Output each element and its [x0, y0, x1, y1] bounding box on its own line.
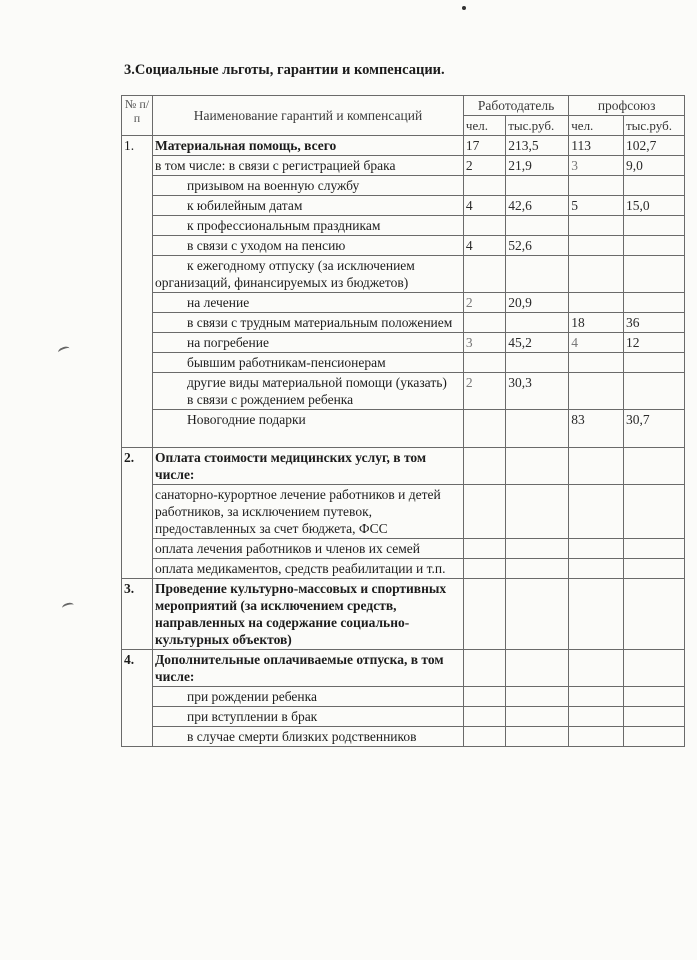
table-row	[122, 707, 685, 727]
union-people	[569, 707, 624, 727]
table-row	[122, 727, 685, 747]
union-people	[569, 539, 624, 559]
table-row	[122, 687, 685, 707]
scan-dot	[462, 6, 466, 10]
union-people	[569, 448, 624, 485]
table-row	[122, 176, 685, 196]
union-sum	[624, 579, 685, 650]
union-sum	[624, 293, 685, 313]
row-name	[152, 373, 463, 410]
union-people	[569, 727, 624, 747]
header-union-people: чел.	[569, 116, 624, 136]
row-name: Оплата стоимости медицинских услуг, в том числе:	[152, 448, 463, 485]
row-number: 1.	[122, 136, 153, 448]
table-header-row	[122, 96, 685, 116]
row-name: бывшим работникам-пенсионерам	[152, 353, 463, 373]
union-people	[569, 176, 624, 196]
union-sum: 12	[624, 333, 685, 353]
employer-people: 2	[463, 293, 505, 313]
table-row	[122, 216, 685, 236]
union-people: 4	[569, 333, 624, 353]
union-people	[569, 293, 624, 313]
header-employer: Работодатель	[463, 96, 568, 116]
employer-sum: 21,9	[506, 156, 569, 176]
row-number: 2.	[122, 448, 153, 579]
employer-sum	[506, 579, 569, 650]
union-people: 18	[569, 313, 624, 333]
employer-sum	[506, 485, 569, 539]
union-sum	[624, 650, 685, 687]
row-name: к юбилейным датам	[152, 196, 463, 216]
header-union-sum: тыс.руб.	[624, 116, 685, 136]
employer-sum: 42,6	[506, 196, 569, 216]
table-row	[122, 539, 685, 559]
employer-people	[463, 539, 505, 559]
union-people	[569, 650, 624, 687]
employer-sum	[506, 650, 569, 687]
union-sum	[624, 373, 685, 410]
table-row	[122, 579, 685, 650]
employer-people	[463, 448, 505, 485]
table-row	[122, 650, 685, 687]
row-name: в связи с уходом на пенсию	[152, 236, 463, 256]
table-row	[122, 353, 685, 373]
employer-people	[463, 176, 505, 196]
union-people	[569, 353, 624, 373]
union-sum	[624, 707, 685, 727]
scan-mark	[57, 345, 71, 356]
union-people	[569, 559, 624, 579]
table-row	[122, 373, 685, 410]
header-union: профсоюз	[569, 96, 685, 116]
union-people: 83	[569, 410, 624, 448]
employer-people: 4	[463, 236, 505, 256]
union-people: 5	[569, 196, 624, 216]
header-name: Наименование гарантий и компенсаций	[152, 96, 463, 136]
union-sum: 15,0	[624, 196, 685, 216]
employer-sum	[506, 410, 569, 448]
employer-sum	[506, 687, 569, 707]
union-people	[569, 236, 624, 256]
union-sum	[624, 559, 685, 579]
union-people	[569, 579, 624, 650]
row-name: в том числе: в связи с регистрацией брака	[152, 156, 463, 176]
employer-sum	[506, 216, 569, 236]
employer-people	[463, 485, 505, 539]
row-name: Проведение культурно-массовых и спортивных мероприятий (за исключением средств, направленных на содержание социально-культурных объектов)	[152, 579, 463, 650]
union-sum	[624, 727, 685, 747]
employer-sum: 20,9	[506, 293, 569, 313]
table-row	[122, 485, 685, 539]
union-sum: 36	[624, 313, 685, 333]
table-row	[122, 410, 685, 448]
union-sum	[624, 539, 685, 559]
row-name: при вступлении в брак	[152, 707, 463, 727]
union-sum	[624, 216, 685, 236]
employer-sum	[506, 559, 569, 579]
table-row	[122, 559, 685, 579]
row-name: Материальная помощь, всего	[152, 136, 463, 156]
union-sum: 102,7	[624, 136, 685, 156]
table-row	[122, 256, 685, 293]
row-name: при рождении ребенка	[152, 687, 463, 707]
table-row	[122, 448, 685, 485]
employer-sum	[506, 539, 569, 559]
row-name: на лечение	[152, 293, 463, 313]
employer-sum	[506, 448, 569, 485]
employer-people	[463, 707, 505, 727]
row-name: Дополнительные оплачиваемые отпуска, в том числе:	[152, 650, 463, 687]
employer-sum	[506, 313, 569, 333]
row-number: 3.	[122, 579, 153, 650]
union-people	[569, 373, 624, 410]
row-name: к ежегодному отпуску (за исключением организаций, финансируемых из бюджетов)	[152, 256, 463, 293]
employer-people	[463, 410, 505, 448]
employer-people: 2	[463, 156, 505, 176]
union-people	[569, 216, 624, 236]
employer-sum	[506, 353, 569, 373]
row-name: в случае смерти близких родственников	[152, 727, 463, 747]
scan-mark	[61, 602, 74, 612]
table-row	[122, 313, 685, 333]
union-sum	[624, 353, 685, 373]
table-row	[122, 196, 685, 216]
union-sum	[624, 485, 685, 539]
employer-people	[463, 313, 505, 333]
table-row	[122, 293, 685, 313]
employer-sum	[506, 707, 569, 727]
employer-people: 3	[463, 333, 505, 353]
table-row	[122, 156, 685, 176]
union-sum	[624, 256, 685, 293]
union-people	[569, 485, 624, 539]
employer-people	[463, 727, 505, 747]
header-employer-people: чел.	[463, 116, 505, 136]
row-name: призывом на военную службу	[152, 176, 463, 196]
union-sum	[624, 687, 685, 707]
employer-people	[463, 559, 505, 579]
employer-sum: 30,3	[506, 373, 569, 410]
employer-people: 17	[463, 136, 505, 156]
row-name: Новогодние подарки	[152, 410, 463, 448]
union-people: 3	[569, 156, 624, 176]
row-number: 4.	[122, 650, 153, 747]
row-name-line: в связи с рождением ребенка	[186, 392, 354, 407]
union-sum	[624, 448, 685, 485]
employer-people: 4	[463, 196, 505, 216]
row-name: оплата медикаментов, средств реабилитации и т.п.	[152, 559, 463, 579]
table-row	[122, 236, 685, 256]
employer-people	[463, 353, 505, 373]
benefits-table	[121, 95, 685, 747]
row-name: в связи с трудным материальным положением	[152, 313, 463, 333]
header-employer-sum: тыс.руб.	[506, 116, 569, 136]
employer-sum: 45,2	[506, 333, 569, 353]
table-row	[122, 333, 685, 353]
union-people	[569, 687, 624, 707]
row-name-line: другие виды материальной помощи (указать)	[186, 375, 447, 390]
union-sum	[624, 176, 685, 196]
employer-people	[463, 650, 505, 687]
employer-sum	[506, 727, 569, 747]
employer-people: 2	[463, 373, 505, 410]
employer-sum	[506, 256, 569, 293]
employer-people	[463, 579, 505, 650]
header-number: № п/п	[122, 96, 153, 136]
row-name: оплата лечения работников и членов их семей	[152, 539, 463, 559]
row-name: санаторно-курортное лечение работников и детей работников, за исключением путевок, предоставленных за счет бюджета, ФСС	[152, 485, 463, 539]
employer-people	[463, 216, 505, 236]
employer-sum	[506, 176, 569, 196]
row-name: на погребение	[152, 333, 463, 353]
table-row	[122, 136, 685, 156]
union-people	[569, 256, 624, 293]
union-people: 113	[569, 136, 624, 156]
employer-people	[463, 687, 505, 707]
union-sum	[624, 236, 685, 256]
employer-people	[463, 256, 505, 293]
employer-sum: 52,6	[506, 236, 569, 256]
union-sum: 30,7	[624, 410, 685, 448]
union-sum: 9,0	[624, 156, 685, 176]
row-name: к профессиональным праздникам	[152, 216, 463, 236]
employer-sum: 213,5	[506, 136, 569, 156]
section-title: 3.Социальные льготы, гарантии и компенсации.	[124, 62, 445, 78]
